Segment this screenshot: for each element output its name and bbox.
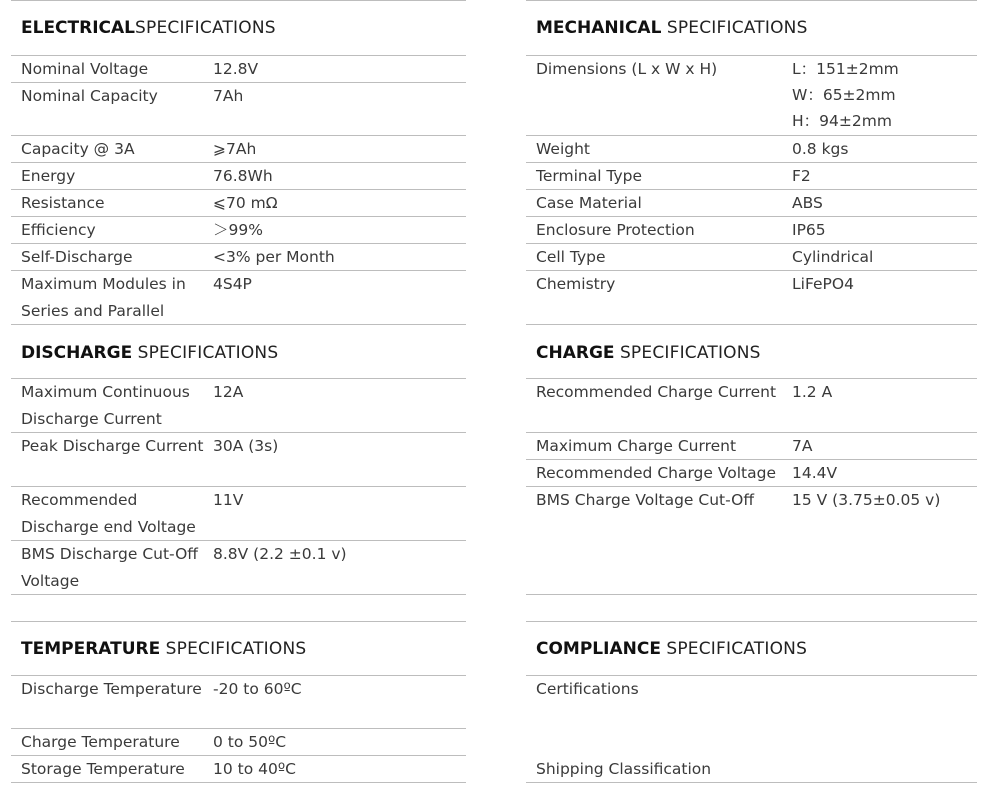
left-column [11,0,466,800]
spec-label: Efficiency [21,221,96,239]
spec-label: Nominal Capacity [21,87,158,105]
spec-label: Maximum Modules in Series and Parallel [21,275,186,320]
spec-value: 30A (3s) [213,437,279,455]
spec-label: Case Material [536,194,642,212]
spec-label: Self-Discharge [21,248,133,266]
spec-value: 1.2 A [792,383,833,401]
spec-value: ⩾7Ah [213,140,257,158]
spec-value: Cylindrical [792,248,874,266]
spec-value: IP65 [792,221,826,239]
divider [11,0,466,1]
spec-value: 76.8Wh [213,167,273,185]
spec-label: Cell Type [536,248,606,266]
discharge-specifications-heading: DISCHARGE SPECIFICATIONS [21,343,279,363]
spec-label: Terminal Type [536,167,643,185]
spec-value: 8.8V (2.2 ±0.1 v) [213,545,347,563]
spec-label: Certifications [536,680,639,698]
spec-label: Weight [536,140,591,158]
spec-value: 10 to 40ºC [213,760,296,778]
spec-label: Enclosure Protection [536,221,695,239]
spec-value: 0 to 50ºC [213,733,287,751]
spec-value: 0.8 kgs [792,140,849,158]
mechanical-specifications-heading: MECHANICAL SPECIFICATIONS [536,18,808,38]
electrical-specifications-heading: ELECTRICALSPECIFICATIONS [21,18,276,38]
spec-label: Storage Temperature [21,760,185,778]
spec-label: Maximum Continuous Discharge Current [21,383,190,428]
spec-label: Maximum Charge Current [536,437,737,455]
dimension-length: L：151±2mm [792,60,899,78]
spec-value: 11V [213,491,244,509]
spec-value: LiFePO4 [792,275,854,293]
dimension-width: W：65±2mm [792,86,896,104]
spec-label: Capacity @ 3A [21,140,135,158]
spec-value: ABS [792,194,823,212]
spec-value: <3% per Month [213,248,335,266]
spec-label: Nominal Voltage [21,60,149,78]
spec-label: Shipping Classification [536,760,712,778]
spec-label: Peak Discharge Current [21,437,204,455]
spec-label: Energy [21,167,76,185]
temperature-specifications-heading: TEMPERATURE SPECIFICATIONS [21,639,307,659]
spec-value: 15 V (3.75±0.05 v) [792,491,941,509]
spec-value: F2 [792,167,811,185]
spec-label: Recommended Charge Current [536,383,777,401]
right-column [526,0,977,800]
spec-value: 4S4P [213,275,252,293]
compliance-specifications-heading: COMPLIANCE SPECIFICATIONS [536,639,808,659]
spec-label: Chemistry [536,275,616,293]
spec-value: 7Ah [213,87,244,105]
spec-label: Discharge Temperature [21,680,202,698]
spec-label: BMS Charge Voltage Cut-Off [536,491,755,509]
spec-value: 12.8V [213,60,259,78]
charge-specifications-heading: CHARGE SPECIFICATIONS [536,343,761,363]
spec-label: Recommended Charge Voltage [536,464,777,482]
spec-label: Resistance [21,194,105,212]
spec-value: -20 to 60ºC [213,680,302,698]
spec-label: Charge Temperature [21,733,180,751]
spec-label: Recommended Discharge end Voltage [21,491,196,536]
spec-value: ⩽70 mΩ [213,194,278,212]
spec-value: 12A [213,383,244,401]
dimension-height: H：94±2mm [792,112,892,130]
spec-label: Dimensions (L x W x H) [536,60,718,78]
spec-value: 7A [792,437,813,455]
spec-label: BMS Discharge Cut-Off Voltage [21,545,198,590]
spec-value: 14.4V [792,464,838,482]
spec-value: ＞99% [213,221,263,239]
